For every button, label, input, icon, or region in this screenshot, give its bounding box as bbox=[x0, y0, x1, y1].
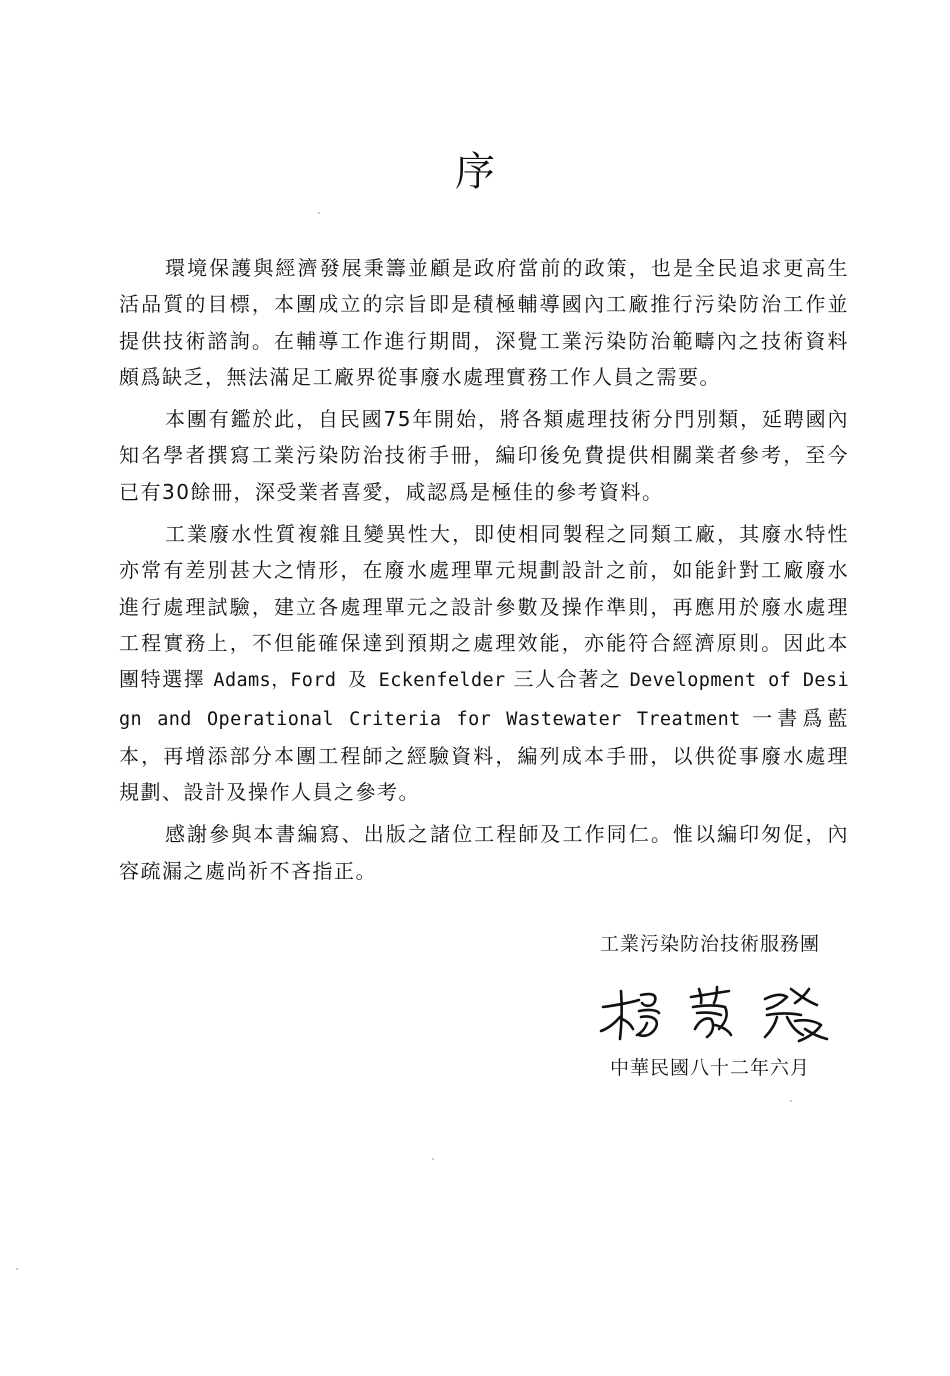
signature-organization: 工業污染防治技術服務團 bbox=[600, 933, 821, 955]
scan-speck bbox=[318, 212, 320, 214]
handwritten-signature bbox=[595, 985, 845, 1045]
paragraph-3-book-title: Development of Design and Operational Criteria for Wastewater Treatment bbox=[119, 670, 850, 730]
paragraph-3-part-2: 三人合著之 bbox=[505, 667, 630, 692]
paragraph-3-part-1: 工業廢水性質複雜且變異性大，即使相同製程之同類工廠，其廢水特性亦常有差別甚大之情形，在廢水處理單元規劃設計之前，如能針對工廠廢水進行處理試驗，建立各處理單元之設計參數及操作準則，再應用於廢水處理工程實務上，不但能確保達到預期之處理效能，亦能符合經濟原則。因此本團特選擇 bbox=[119, 522, 849, 692]
paragraph-3 bbox=[119, 516, 849, 810]
paragraph-2: 本團有鑑於此，自民國75年開始，將各類處理技術分門別類，延聘國內知名學者撰寫工業污染防治技術手冊，編印後免費提供相關業者參考，至今已有30餘冊，深受業者喜愛，咸認爲是極佳的參考資料。 bbox=[119, 407, 849, 504]
page-title: 序 bbox=[455, 149, 495, 195]
paragraph-3-part-3: 一書爲藍本，再增添部分本團工程師之經驗資料，編列成本手冊，以供從事廢水處理規劃、設計及操作人員之參考。 bbox=[119, 705, 849, 805]
preface-body bbox=[119, 250, 849, 895]
paragraph-1: 環境保護與經濟發展秉籌並顧是政府當前的政策，也是全民追求更高生活品質的目標，本團成立的宗旨即是積極輔導國內工廠推行污染防治工作並提供技術諮詢。在輔導工作進行期間，深覺工業污染防治範疇內之技術資料頗爲缺乏，無法滿足工廠界從事廢水處理實務工作人員之需要。 bbox=[119, 256, 849, 389]
scan-speck bbox=[432, 1158, 434, 1160]
scan-speck bbox=[790, 1100, 792, 1102]
signature-drawing bbox=[595, 985, 845, 1045]
signature-date: 中華民國八十二年六月 bbox=[610, 1057, 811, 1079]
scan-speck bbox=[16, 1268, 18, 1270]
paragraph-3-authors: Adams，Ford 及 Eckenfelder bbox=[213, 670, 506, 692]
paragraph-4: 感謝參與本書編寫、出版之諸位工程師及工作同仁。惟以編印匆促，內容疏漏之處尚祈不吝指正。 bbox=[119, 822, 849, 883]
